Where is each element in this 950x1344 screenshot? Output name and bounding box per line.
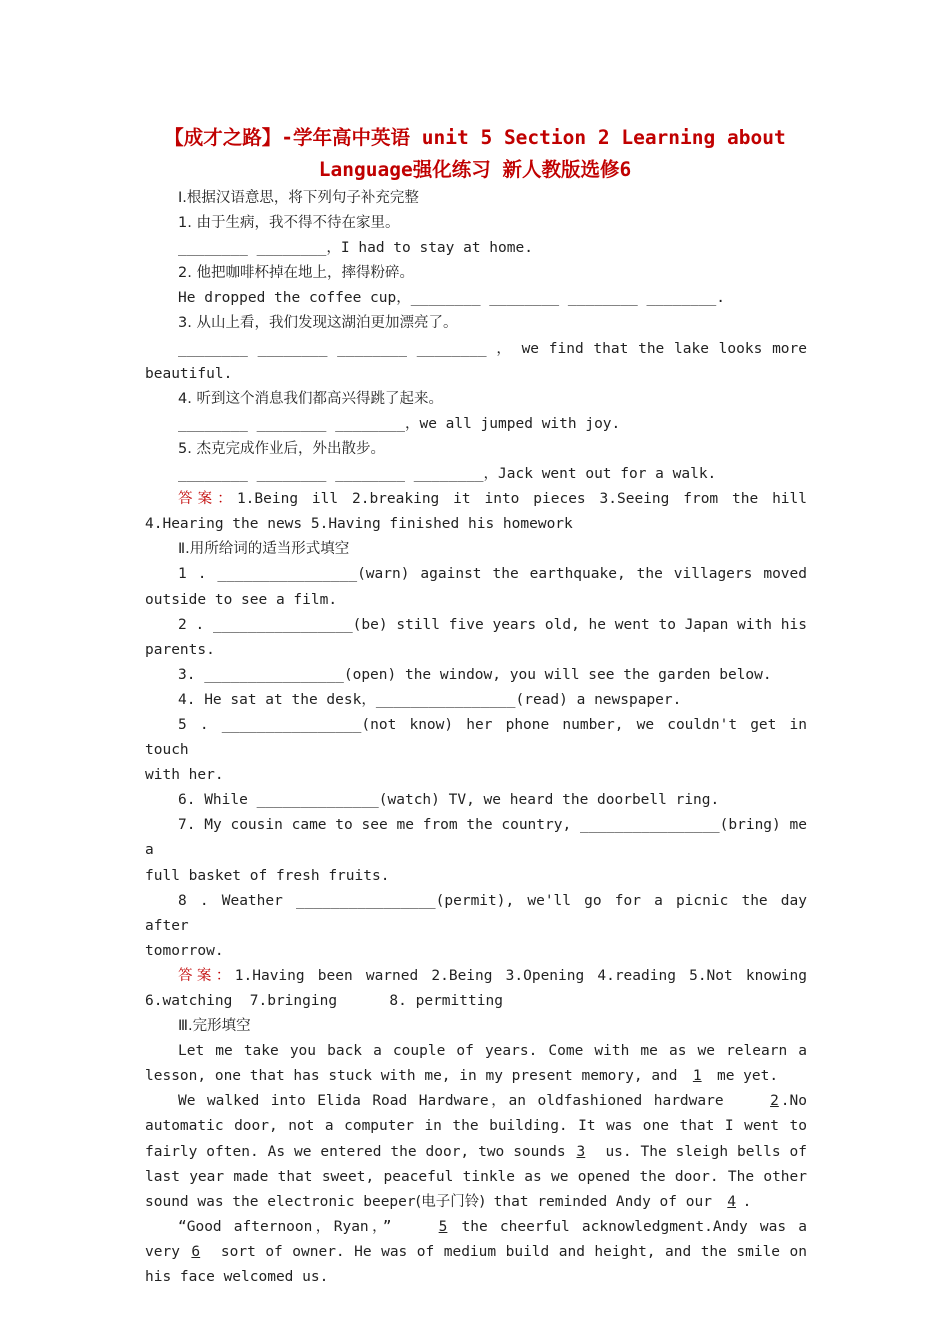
cloze-gloss: (电子门铃) (415, 1193, 485, 1210)
section-1-heading: Ⅰ.根据汉语意思，将下列句子补充完整 (178, 190, 419, 206)
s2-item-1-line-1: 1 . ________________(warn) against the earthquake, the villagers moved (178, 566, 807, 583)
cloze-text: that reminded Andy of our (484, 1193, 721, 1210)
cloze-text: . (742, 1193, 752, 1210)
cloze-text: the cheerful acknowledgment.Andy was a (449, 1218, 807, 1235)
s2-item-2-line-1: 2 . ________________(be) still five years old, he went to Japan with his (178, 616, 807, 633)
s2-item-5-line-1: 5 . ________________(not know) her phone number, we couldn't get in touch (145, 716, 807, 759)
cloze-text: .No (780, 1093, 807, 1110)
cloze-text: fairly often. As we entered the door, two sounds (145, 1143, 575, 1160)
document-title (145, 122, 805, 186)
s2-item-8-line-1: 8 . Weather ________________(permit), we'll go for a picnic the day after (145, 892, 807, 934)
cloze-text: lesson, one that has stuck with me, in my present memory, and (145, 1068, 687, 1085)
cloze-blank-3: 3 (576, 1143, 586, 1160)
section-2-heading: Ⅱ.用所给词的适当形式填空 (178, 541, 350, 558)
answer-label: 答案： (178, 491, 237, 508)
answer-label: 答案： (178, 967, 235, 984)
s2-item-2-line-2: parents. (145, 641, 215, 658)
s2-item-5-line-2: with her. (145, 767, 224, 784)
s1-item-1-chinese: 1. 由于生病，我不得不待在家里。 (178, 215, 400, 232)
cloze-p3-line-3: his face welcomed us. (145, 1269, 329, 1286)
s2-answer-line-1 (145, 964, 807, 989)
s2-item-6: 6. While ______________(watch) TV, we heard the doorbell ring. (178, 792, 720, 809)
title-line-2: Language强化练习 新人教版选修6 (318, 158, 632, 181)
cloze-text: me yet. (708, 1068, 779, 1085)
cloze-p2-line-2: automatic door, not a computer in the building. It was one that I went to (145, 1118, 807, 1135)
s1-item-4-chinese: 4. 听到这个消息我们都高兴得跳了起来。 (178, 390, 443, 407)
cloze-p2-line-3 (145, 1140, 807, 1165)
s1-item-2-chinese: 2. 他把咖啡杯掉在地上，摔得粉碎。 (178, 265, 414, 282)
s2-item-7-line-2: full basket of fresh fruits. (145, 867, 390, 884)
cloze-p2-line-4: last year made that sweet, peaceful tinkle as we opened the door. The other (145, 1168, 807, 1185)
s2-answer-line-2: 6.watching 7.bringing 8. permitting (145, 993, 503, 1009)
s1-item-5-english: ________ ________ ________ ________，Jack went out for a walk. (178, 466, 717, 483)
cloze-p1-line-1: Let me take you back a couple of years. Come with me as we relearn a (178, 1043, 807, 1060)
s2-item-3: 3. ________________(open) the window, you will see the garden below. (178, 666, 772, 683)
s1-item-1-english: ________ ________，I had to stay at home. (178, 240, 533, 257)
cloze-text: We walked into Elida Road Hardware，an oldfashioned hardware (178, 1093, 736, 1110)
s2-item-4: 4. He sat at the desk，________________(read) a newspaper. (178, 691, 682, 708)
cloze-text: sound was the electronic beeper (145, 1193, 416, 1210)
section-3-heading: Ⅲ.完形填空 (178, 1018, 251, 1035)
cloze-p3-line-2 (145, 1240, 807, 1265)
cloze-text: “Good afternoon，Ryan，” (178, 1218, 404, 1235)
cloze-text: very (145, 1243, 190, 1260)
s1-answer-line-1 (145, 487, 807, 512)
s1-item-2-english: He dropped the coffee cup，________ ________ ________ ________. (178, 290, 726, 307)
cloze-blank-4: 4 (727, 1193, 737, 1210)
document-body (145, 186, 807, 1290)
s1-answer-line-2: 4.Hearing the news 5.Having finished his homework (145, 516, 573, 533)
cloze-blank-2: 2 (770, 1093, 779, 1110)
s2-item-1-line-2: outside to see a film. (145, 591, 338, 608)
cloze-p3-line-1 (145, 1215, 807, 1240)
cloze-p2-line-5 (145, 1190, 807, 1215)
s1-item-3-english-line-2: beautiful. (145, 365, 233, 382)
s2-item-8-line-2: tomorrow. (145, 942, 224, 959)
cloze-p1-line-2 (145, 1064, 807, 1089)
cloze-blank-6: 6 (191, 1243, 201, 1260)
s1-item-3-chinese: 3. 从山上看，我们发现这湖泊更加漂亮了。 (178, 315, 458, 332)
cloze-text: us. The sleigh bells of (596, 1143, 808, 1160)
s1-item-5-chinese: 5. 杰克完成作业后，外出散步。 (178, 440, 385, 457)
cloze-p2-line-1 (145, 1089, 807, 1114)
s1-answer-text-1: 1.Being ill 2.breaking it into pieces 3.Seeing from the hill (236, 491, 807, 508)
s2-item-7-line-1: 7. My cousin came to see me from the country, ________________(bring) me a (145, 817, 807, 859)
cloze-text: sort of owner. He was of medium build and height, and the smile on (211, 1243, 807, 1260)
cloze-blank-1: 1 (692, 1068, 702, 1085)
cloze-blank-5: 5 (438, 1218, 448, 1235)
title-line-1: 【成才之路】-学年高中英语 unit 5 Section 2 Learning about (164, 126, 786, 149)
s1-item-4-english: ________ ________ ________，we all jumped with joy. (178, 415, 621, 432)
s1-item-3-english-line-1: ________ ________ ________ ________ ， we find that the lake looks more (178, 340, 807, 357)
s2-answer-text-1: 1.Having been warned 2.Being 3.Opening 4.reading 5.Not knowing (234, 967, 807, 984)
